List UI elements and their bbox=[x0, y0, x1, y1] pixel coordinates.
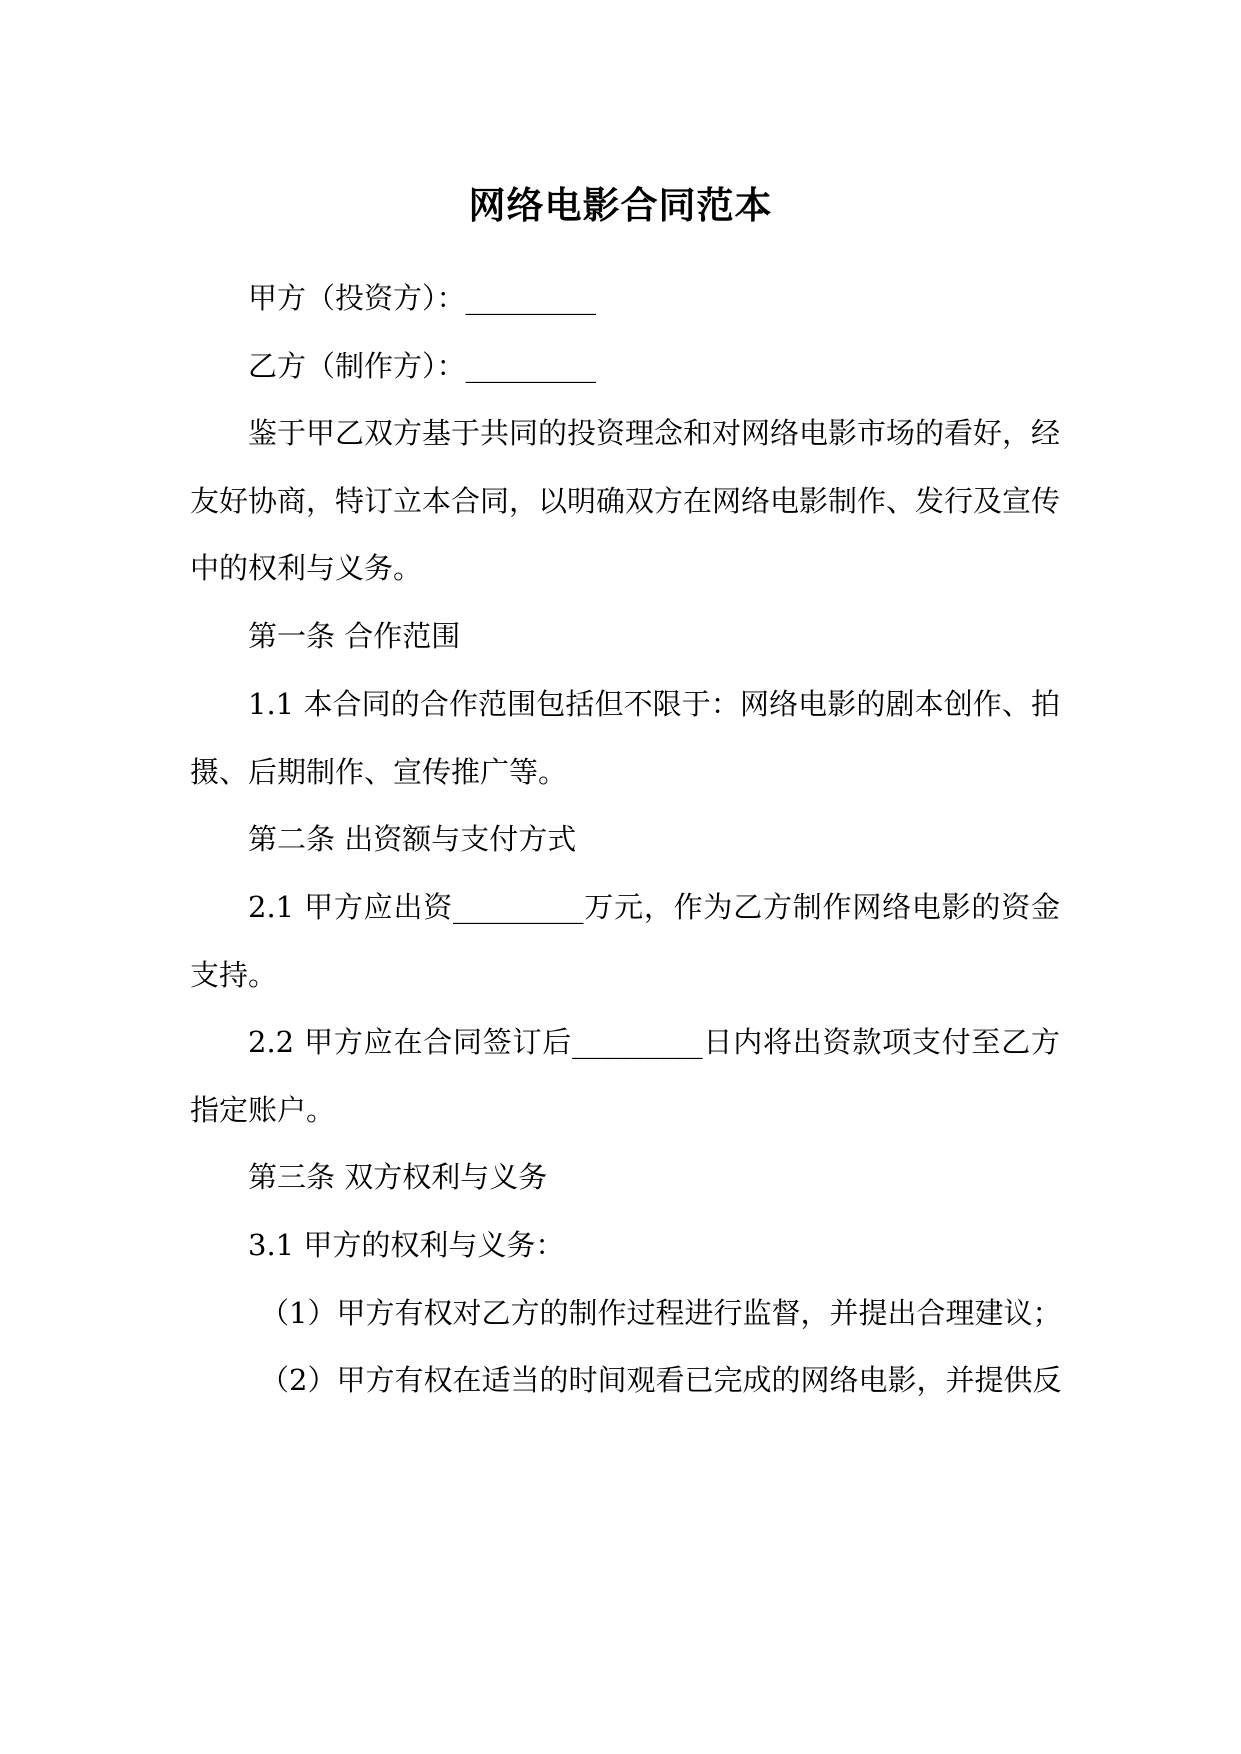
clause-2-1-line-1: 2.1 甲方应出资_________万元，作为乙方制作网络电影的资金 bbox=[248, 890, 1060, 924]
clause-1-1-line-2: 摄、后期制作、宣传推广等。 bbox=[190, 755, 568, 789]
clause-2-2-line-1: 2.2 甲方应在合同签订后_________日内将出资款项支付至乙方 bbox=[248, 1025, 1060, 1059]
clause-2-1-line-2: 支持。 bbox=[190, 958, 278, 992]
party-a-line: 甲方（投资方）：_________ bbox=[248, 281, 597, 315]
list-item-2: （2）甲方有权在适当的时间观看已完成的网络电影，并提供反 bbox=[260, 1363, 1062, 1397]
preamble-line-1: 鉴于甲乙双方基于共同的投资理念和对网络电影市场的看好，经 bbox=[248, 416, 1061, 450]
clause-3-1: 3.1 甲方的权利与义务： bbox=[248, 1228, 565, 1262]
article-2-heading: 第二条 出资额与支付方式 bbox=[248, 822, 577, 856]
clause-1-1-line-1: 1.1 本合同的合作范围包括但不限于：网络电影的剧本创作、拍 bbox=[248, 687, 1060, 721]
clause-2-2-line-2: 指定账户。 bbox=[190, 1093, 336, 1127]
article-1-heading: 第一条 合作范围 bbox=[248, 619, 461, 653]
preamble-line-2: 友好协商，特订立本合同，以明确双方在网络电影制作、发行及宣传 bbox=[190, 484, 1061, 518]
party-b-line: 乙方（制作方）：_________ bbox=[248, 349, 597, 383]
preamble-line-3: 中的权利与义务。 bbox=[190, 551, 423, 585]
article-3-heading: 第三条 双方权利与义务 bbox=[248, 1160, 548, 1194]
list-item-1: （1）甲方有权对乙方的制作过程进行监督，并提出合理建议； bbox=[260, 1296, 1062, 1330]
document-title: 网络电影合同范本 bbox=[468, 183, 773, 227]
